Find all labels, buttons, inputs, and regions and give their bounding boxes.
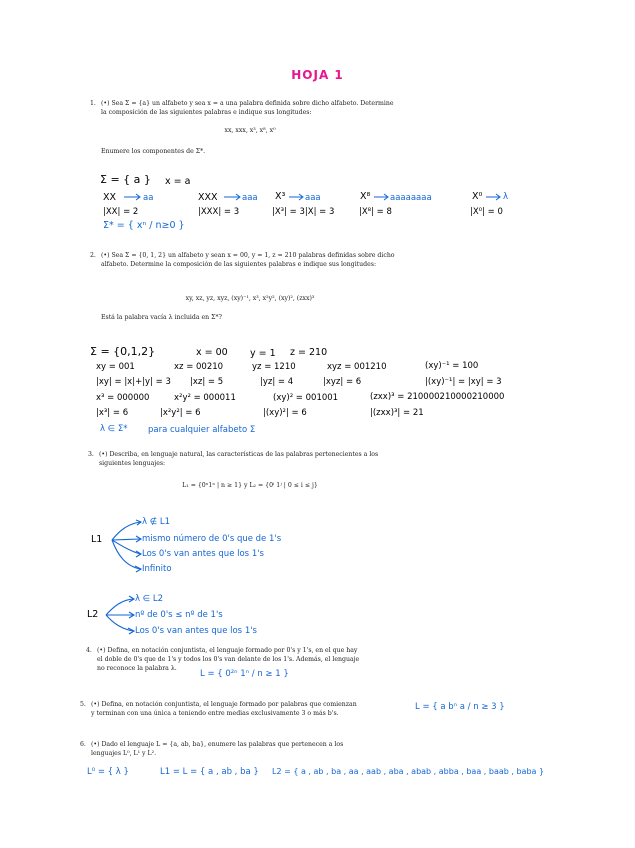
question-2-follow: Está la palabra vacía λ incluida en Σ*? [101, 314, 222, 321]
q1-hw-x8: X⁸ [360, 191, 371, 202]
q2-hw-xy-squared: (xy)² = 001001 [273, 393, 339, 403]
q2-hw-yz: yz = 1210 [252, 362, 296, 372]
q1-hw-length-xx: |XX| = 2 [103, 207, 139, 217]
q2-hw-z: z = 210 [290, 347, 328, 358]
q2-hw-x: x = 00 [196, 347, 228, 358]
q1-hw-length-x0: |X⁰| = 0 [470, 207, 503, 217]
q1-hw-x0: X⁰ [472, 191, 483, 202]
q2-hw-lambda-note: para cualquier alfabeto Σ [148, 425, 256, 435]
q1-hw-x: x = a [165, 176, 191, 187]
q2-hw-x2y2: x²y² = 000011 [174, 393, 236, 403]
question-1-text: (•) Sea Σ = {a} un alfabeto y sea x = a una palabra definida sobre dicho alfabeto. Determine la composición de las siguientes palabras e indique sus longitudes: [101, 100, 394, 116]
q1-hw-xxx: XXX [198, 192, 218, 203]
q2-hw-len-x2y2: |x²y²| = 6 [160, 408, 201, 418]
question-3-text: (•) Describa, en lenguaje natural, las características de las palabras pertenecientes a los siguientes lenguajes: [99, 451, 379, 467]
q2-hw-xy-inverse: (xy)⁻¹ = 100 [425, 361, 479, 371]
q2-hw-len-xy-squared: |(xy)²| = 6 [263, 408, 307, 418]
question-2-text: (•) Sea Σ = {0, 1, 2} un alfabeto y sean x = 00, y = 1, z = 210 palabras definidas sobre dicho alfabeto. Determine la composición de las siguientes palabras e indique sus longitudes: [101, 252, 395, 268]
q1-hw-x3-value: aaa [305, 193, 321, 203]
q5-hw-answer: L = { a bⁿ a / n ≥ 3 } [415, 702, 505, 712]
q2-hw-y: y = 1 [250, 348, 276, 359]
q3-hw-l2-item-1: λ ∈ L2 [135, 594, 163, 604]
q2-hw-len-xyz: |xyz| = 6 [323, 377, 362, 387]
question-1-words: xx, xxx, x³, x⁸, x⁰ [224, 127, 276, 134]
q2-hw-x3: x³ = 000000 [96, 393, 150, 403]
question-6-line-2: lenguajes L⁰, L¹ y L². [91, 750, 157, 757]
q2-hw-xz: xz = 00210 [174, 362, 224, 372]
question-2-words: xy, xz, yz, xyz, (xy)⁻¹, x³, x²y², (xy)², (zxx)³ [185, 295, 315, 302]
q2-hw-zxx-cubed: (zxx)³ = 210000210000210000 [370, 392, 505, 402]
question-3-languages: L₁ = {0ⁿ1ⁿ | n ≥ 1} y L₂ = {0ⁱ 1ʲ | 0 ≤ i ≤ j} [182, 482, 318, 489]
q1-hw-length-x3: |X³| = 3|X| = 3 [272, 207, 335, 217]
q3-hw-l2-item-2: nº de 0's ≤ nº de 1's [135, 610, 223, 620]
q2-hw-lambda: λ ∈ Σ* [100, 424, 128, 434]
q2-hw-xyz: xyz = 001210 [327, 362, 387, 372]
q2-hw-len-xy: |xy| = |x|+|y| = 3 [96, 377, 171, 387]
question-1-follow: Enumere los componentes de Σ*. [101, 148, 206, 155]
q6-hw-l0: L⁰ = { λ } [87, 767, 129, 777]
question-6-line-1: (•) Dado el lenguaje L = {a, ab, ba}, enumere las palabras que pertenecen a los [91, 741, 344, 748]
q2-hw-xy: xy = 001 [96, 362, 135, 372]
q3-hw-l2-label: L2 [87, 609, 99, 620]
q4-hw-answer: L = { 0²ⁿ 1ⁿ / n ≥ 1 } [200, 669, 289, 679]
q3-hw-l1-item-1: λ ∉ L1 [142, 517, 170, 527]
q1-hw-xx: XX [103, 192, 117, 203]
q1-hw-length-xxx: |XXX| = 3 [198, 207, 240, 217]
question-2-number: 2. [90, 252, 96, 259]
q1-hw-xx-value: aa [143, 193, 154, 203]
q3-hw-l2-item-3: Los 0's van antes que los 1's [135, 626, 257, 636]
q3-hw-l1-item-4: Infinito [142, 564, 172, 574]
q1-hw-x0-value: λ [503, 192, 509, 202]
q1-hw-x8-value: aaaaaaaa [390, 193, 432, 203]
q3-l1-branch-arrows [112, 520, 141, 572]
q2-hw-sigma: Σ = {0,1,2} [90, 345, 156, 358]
question-5-number: 5. [80, 701, 86, 708]
q2-hw-len-x3: |x³| = 6 [96, 408, 129, 418]
question-6-number: 6. [80, 741, 86, 748]
question-4-line-2: el doble de 0's que de 1's y todos los 0's van delante de los 1's. Además, el lenguaje [97, 656, 360, 663]
q1-hw-length-x8: |X⁸| = 8 [359, 207, 392, 217]
question-5-line-1: (•) Defina, en notación conjuntista, el lenguaje formado por palabras que comienzan [91, 701, 357, 708]
q2-hw-len-zxx-cubed: |(zxx)³| = 21 [370, 408, 424, 418]
q1-hw-xxx-value: aaa [242, 193, 258, 203]
q2-hw-len-xz: |xz| = 5 [190, 377, 224, 387]
q6-hw-l2: L2 = { a , ab , ba , aa , aab , aba , abab , abba , baa , baab , baba } [272, 767, 545, 776]
question-4-line-3: no reconoce la palabra λ. [97, 665, 177, 672]
q3-hw-l1-label: L1 [91, 534, 103, 545]
page-title: HOJA 1 [291, 68, 344, 82]
q2-hw-len-yz: |yz| = 4 [260, 377, 294, 387]
q3-hw-l1-item-3: Los 0's van antes que los 1's [142, 549, 264, 559]
question-5-line-2: y terminan con una única a teniendo entre medias exclusivamente 3 o más b's. [91, 710, 339, 717]
q6-hw-l1: L1 = L = { a , ab , ba } [160, 767, 259, 777]
q1-hw-sigma-star: Σ* = { xⁿ / n≥0 } [103, 220, 185, 231]
question-1-number: 1. [90, 100, 96, 107]
q3-l2-branch-arrows [106, 596, 134, 634]
q1-hw-x3: X³ [275, 191, 286, 202]
q1-value-arrows [124, 194, 500, 200]
question-3-number: 3. [88, 451, 94, 458]
q1-hw-sigma: Σ = { a } [100, 173, 151, 186]
question-4-number: 4. [86, 647, 92, 654]
q3-hw-l1-item-2: mismo número de 0's que de 1's [142, 534, 282, 544]
q2-hw-len-xy-inverse: |(xy)⁻¹| = |xy| = 3 [425, 377, 502, 387]
question-4-line-1: (•) Defina, en notación conjuntista, el lenguaje formado por 0's y 1's, en el que hay [97, 647, 358, 654]
